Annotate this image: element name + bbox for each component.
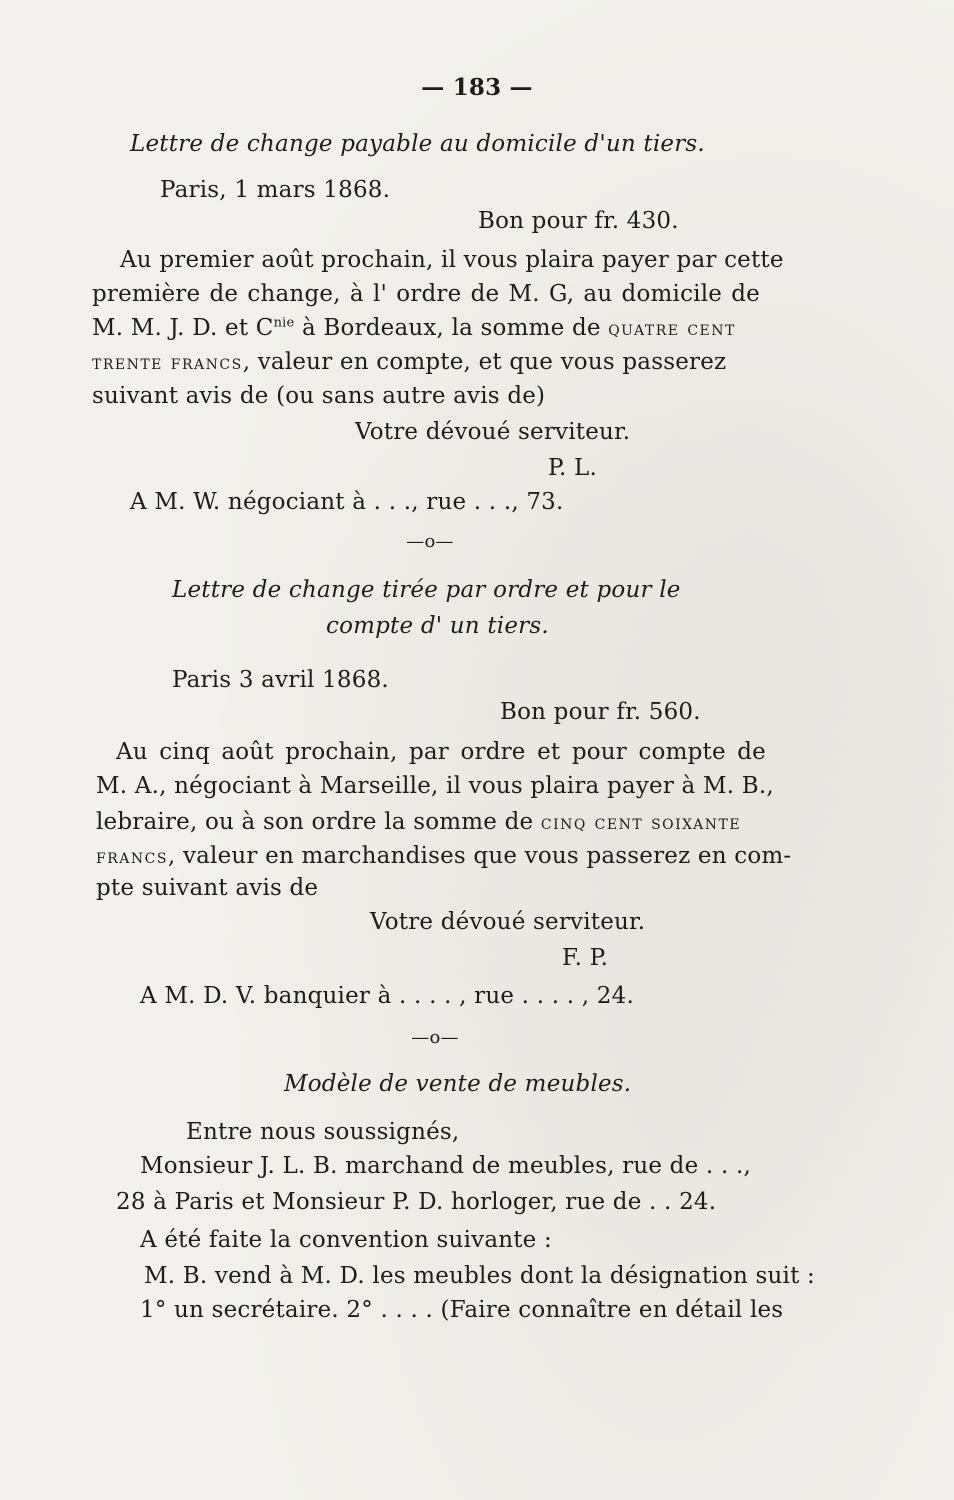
- signature-initials: F. P.: [562, 945, 609, 971]
- body-line: francs, valeur en marchandises que vous passerez en com-: [96, 843, 792, 869]
- signature-initials: P. L.: [548, 455, 598, 481]
- body-line: pte suivant avis de: [96, 875, 319, 901]
- body-line: première de change, à l' ordre de M. G, au domicile de: [92, 281, 760, 307]
- contract-line: Monsieur J. L. B. marchand de meubles, rue de . . .,: [140, 1153, 751, 1179]
- addressee: A M. W. négociant à . . ., rue . . ., 73.: [130, 489, 564, 515]
- contract-line: 28 à Paris et Monsieur P. D. horloger, rue de . . 24.: [116, 1189, 717, 1215]
- body-line: M. A., négociant à Marseille, il vous plaira payer à M. B.,: [96, 773, 774, 799]
- section-title-bill-order-cont: compte d' un tiers.: [326, 613, 549, 639]
- body-line: trente francs, valeur en compte, et que vous passerez: [92, 349, 727, 375]
- body-line: suivant avis de (ou sans autre avis de): [92, 383, 546, 409]
- contract-line: 1° un secrétaire. 2° . . . . (Faire connaître en détail les: [140, 1297, 784, 1323]
- section-separator: —o—: [411, 1027, 459, 1048]
- amount: Bon pour fr. 560.: [500, 699, 701, 725]
- closing-salutation: Votre dévoué serviteur.: [355, 419, 631, 445]
- contract-line: M. B. vend à M. D. les meubles dont la désignation suit :: [144, 1263, 816, 1289]
- body-line: Au cinq août prochain, par ordre et pour compte de: [116, 739, 766, 765]
- contract-line: A été faite la convention suivante :: [140, 1227, 552, 1253]
- body-line: M. M. J. D. et $C^{nie}$ à Bordeaux, la somme de quatre cent: [92, 315, 736, 341]
- section-title-bill-domicile: Lettre de change payable au domicile d'un tiers.: [130, 131, 705, 157]
- contract-line: Entre nous soussignés,: [186, 1119, 460, 1145]
- closing-salutation: Votre dévoué serviteur.: [370, 909, 646, 935]
- place-date: Paris 3 avril 1868.: [172, 667, 389, 693]
- section-title-furniture-sale: Modèle de vente de meubles.: [284, 1071, 632, 1097]
- section-title-bill-order: Lettre de change tirée par ordre et pour le: [172, 577, 681, 603]
- body-line: Au premier août prochain, il vous plaira payer par cette: [120, 247, 784, 273]
- addressee: A M. D. V. banquier à . . . . , rue . . . . , 24.: [140, 983, 634, 1009]
- place-date: Paris, 1 mars 1868.: [160, 177, 391, 203]
- body-line: lebraire, ou à son ordre la somme de cinq cent soixante: [96, 809, 742, 835]
- page-number: — 183 —: [421, 74, 533, 101]
- amount: Bon pour fr. 430.: [478, 208, 679, 234]
- section-separator: —o—: [406, 531, 454, 552]
